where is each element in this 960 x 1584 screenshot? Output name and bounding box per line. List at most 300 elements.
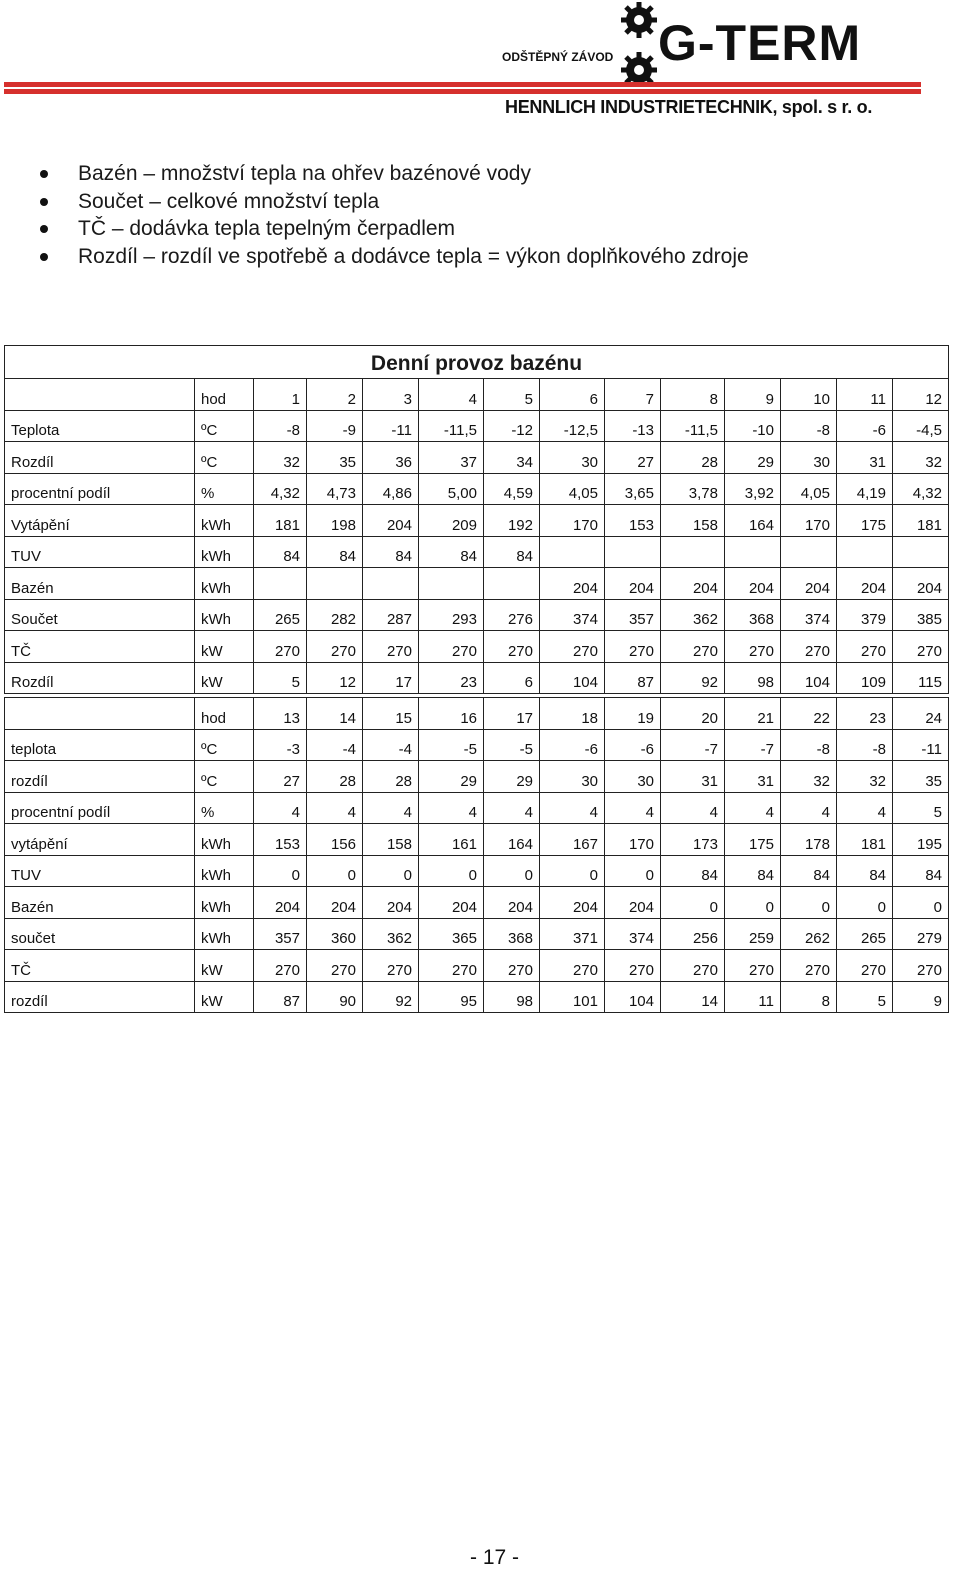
- row-label: procentní podíl: [5, 473, 195, 505]
- unit-cell: kW: [195, 631, 254, 663]
- value-cell: 209: [419, 505, 484, 537]
- table-body: [5, 346, 949, 694]
- value-cell: 3,78: [661, 473, 725, 505]
- value-cell: 4,32: [254, 473, 307, 505]
- value-cell: 204: [540, 887, 605, 919]
- value-cell: [419, 568, 484, 600]
- table-row: [5, 631, 949, 663]
- row-label: procentní podíl: [5, 792, 195, 824]
- value-cell: 4: [605, 792, 661, 824]
- unit-cell: hod: [195, 698, 254, 730]
- value-cell: 11: [725, 981, 781, 1013]
- value-cell: 16: [419, 698, 484, 730]
- value-cell: 204: [605, 568, 661, 600]
- value-cell: -4: [363, 729, 419, 761]
- value-cell: 204: [893, 568, 949, 600]
- value-cell: 19: [605, 698, 661, 730]
- value-cell: 15: [363, 698, 419, 730]
- value-cell: 95: [419, 981, 484, 1013]
- value-cell: 104: [781, 662, 837, 694]
- value-cell: 5: [837, 981, 893, 1013]
- value-cell: 4: [307, 792, 363, 824]
- table-row: [5, 792, 949, 824]
- table-row: [5, 918, 949, 950]
- bullet-icon: [40, 253, 48, 261]
- value-cell: 4,05: [781, 473, 837, 505]
- value-cell: 28: [307, 761, 363, 793]
- value-cell: 3,92: [725, 473, 781, 505]
- value-cell: 87: [254, 981, 307, 1013]
- value-cell: [363, 568, 419, 600]
- unit-cell: kW: [195, 950, 254, 982]
- value-cell: 357: [254, 918, 307, 950]
- value-cell: -6: [540, 729, 605, 761]
- row-label: [5, 698, 195, 730]
- value-cell: 365: [419, 918, 484, 950]
- value-cell: [837, 536, 893, 568]
- value-cell: 5: [893, 792, 949, 824]
- value-cell: 0: [893, 887, 949, 919]
- value-cell: 1: [254, 379, 307, 411]
- unit-cell: kWh: [195, 824, 254, 856]
- value-cell: -6: [837, 410, 893, 442]
- unit-cell: kW: [195, 662, 254, 694]
- value-cell: 29: [725, 442, 781, 474]
- value-cell: 84: [837, 855, 893, 887]
- value-cell: 28: [661, 442, 725, 474]
- value-cell: 270: [893, 631, 949, 663]
- value-cell: 6: [484, 662, 540, 694]
- value-cell: 0: [781, 887, 837, 919]
- value-cell: 27: [605, 442, 661, 474]
- value-cell: 90: [307, 981, 363, 1013]
- value-cell: -11: [893, 729, 949, 761]
- table-row: [5, 536, 949, 568]
- value-cell: 204: [540, 568, 605, 600]
- row-label: Bazén: [5, 887, 195, 919]
- value-cell: 14: [661, 981, 725, 1013]
- logo-subtitle: ODŠTĚPNÝ ZÁVOD: [502, 50, 614, 64]
- value-cell: -5: [484, 729, 540, 761]
- value-cell: 32: [781, 761, 837, 793]
- value-cell: -6: [605, 729, 661, 761]
- value-cell: -13: [605, 410, 661, 442]
- table-row: [5, 505, 949, 537]
- value-cell: 30: [605, 761, 661, 793]
- value-cell: -8: [781, 729, 837, 761]
- logo-name: G-TERM: [658, 15, 862, 71]
- table-body: [5, 698, 949, 1013]
- row-label: TČ: [5, 950, 195, 982]
- value-cell: 4: [484, 792, 540, 824]
- value-cell: 84: [307, 536, 363, 568]
- value-cell: 270: [254, 950, 307, 982]
- value-cell: 270: [661, 950, 725, 982]
- value-cell: 181: [893, 505, 949, 537]
- value-cell: 5: [254, 662, 307, 694]
- value-cell: 98: [484, 981, 540, 1013]
- bullet-icon: [40, 170, 48, 178]
- value-cell: 158: [661, 505, 725, 537]
- value-cell: 276: [484, 599, 540, 631]
- daily-operation-table-hours-13-24: [4, 697, 949, 1013]
- table-row: [5, 599, 949, 631]
- value-cell: 293: [419, 599, 484, 631]
- unit-cell: ºC: [195, 729, 254, 761]
- value-cell: -4,5: [893, 410, 949, 442]
- value-cell: 357: [605, 599, 661, 631]
- value-cell: 270: [605, 950, 661, 982]
- value-cell: 4: [781, 792, 837, 824]
- value-cell: 17: [363, 662, 419, 694]
- value-cell: 31: [837, 442, 893, 474]
- table-row: [5, 442, 949, 474]
- value-cell: 23: [419, 662, 484, 694]
- value-cell: 204: [254, 887, 307, 919]
- value-cell: 256: [661, 918, 725, 950]
- value-cell: 374: [781, 599, 837, 631]
- value-cell: 270: [725, 631, 781, 663]
- value-cell: 7: [605, 379, 661, 411]
- value-cell: -7: [661, 729, 725, 761]
- value-cell: 2: [307, 379, 363, 411]
- row-label: Bazén: [5, 568, 195, 600]
- value-cell: -10: [725, 410, 781, 442]
- value-cell: 30: [540, 761, 605, 793]
- value-cell: 265: [837, 918, 893, 950]
- value-cell: 173: [661, 824, 725, 856]
- value-cell: -3: [254, 729, 307, 761]
- value-cell: 30: [540, 442, 605, 474]
- value-cell: 156: [307, 824, 363, 856]
- table-row: [5, 729, 949, 761]
- value-cell: 282: [307, 599, 363, 631]
- value-cell: 24: [893, 698, 949, 730]
- value-cell: 9: [893, 981, 949, 1013]
- value-cell: 164: [484, 824, 540, 856]
- value-cell: 4: [725, 792, 781, 824]
- unit-cell: ºC: [195, 410, 254, 442]
- value-cell: 204: [307, 887, 363, 919]
- value-cell: 3,65: [605, 473, 661, 505]
- value-cell: 23: [837, 698, 893, 730]
- header-divider: [4, 82, 921, 94]
- value-cell: 270: [781, 631, 837, 663]
- unit-cell: kWh: [195, 599, 254, 631]
- bullet-icon: [40, 198, 48, 206]
- value-cell: 0: [605, 855, 661, 887]
- value-cell: 104: [540, 662, 605, 694]
- value-cell: 368: [725, 599, 781, 631]
- unit-cell: hod: [195, 379, 254, 411]
- value-cell: [781, 536, 837, 568]
- company-name: HENNLICH INDUSTRIETECHNIK, spol. s r. o.: [505, 97, 873, 117]
- value-cell: 170: [605, 824, 661, 856]
- value-cell: 8: [781, 981, 837, 1013]
- value-cell: 12: [307, 662, 363, 694]
- value-cell: 98: [725, 662, 781, 694]
- value-cell: 270: [307, 950, 363, 982]
- value-cell: 270: [363, 631, 419, 663]
- table-row: [5, 568, 949, 600]
- table-row: [5, 761, 949, 793]
- value-cell: 87: [605, 662, 661, 694]
- value-cell: 4,73: [307, 473, 363, 505]
- list-item: [40, 160, 749, 188]
- list-item-text: Bazén – množství tepla na ohřev bazénové vody: [78, 162, 531, 185]
- value-cell: 4,32: [893, 473, 949, 505]
- row-label: TUV: [5, 536, 195, 568]
- value-cell: -8: [781, 410, 837, 442]
- list-item-text: Rozdíl – rozdíl ve spotřebě a dodávce tepla = výkon doplňkového zdroje: [78, 244, 749, 268]
- value-cell: 0: [661, 887, 725, 919]
- bullet-icon: [40, 225, 48, 233]
- value-cell: 167: [540, 824, 605, 856]
- table-row: [5, 887, 949, 919]
- value-cell: 22: [781, 698, 837, 730]
- value-cell: [254, 568, 307, 600]
- value-cell: 4: [540, 792, 605, 824]
- value-cell: 204: [661, 568, 725, 600]
- value-cell: 8: [661, 379, 725, 411]
- value-cell: 5: [484, 379, 540, 411]
- value-cell: 84: [484, 536, 540, 568]
- value-cell: -12,5: [540, 410, 605, 442]
- value-cell: 4,19: [837, 473, 893, 505]
- value-cell: 84: [363, 536, 419, 568]
- value-cell: 0: [837, 887, 893, 919]
- value-cell: 20: [661, 698, 725, 730]
- value-cell: 385: [893, 599, 949, 631]
- value-cell: 0: [307, 855, 363, 887]
- value-cell: 270: [540, 950, 605, 982]
- value-cell: 259: [725, 918, 781, 950]
- row-label: TUV: [5, 855, 195, 887]
- value-cell: 27: [254, 761, 307, 793]
- row-label: Vytápění: [5, 505, 195, 537]
- row-label: rozdíl: [5, 761, 195, 793]
- value-cell: 270: [254, 631, 307, 663]
- value-cell: -11,5: [661, 410, 725, 442]
- value-cell: 0: [725, 887, 781, 919]
- value-cell: [605, 536, 661, 568]
- table-row: [5, 950, 949, 982]
- value-cell: 262: [781, 918, 837, 950]
- value-cell: -8: [837, 729, 893, 761]
- value-cell: 35: [307, 442, 363, 474]
- page-number: - 17 -: [470, 1546, 520, 1569]
- value-cell: 270: [781, 950, 837, 982]
- row-label: Teplota: [5, 410, 195, 442]
- value-cell: 35: [893, 761, 949, 793]
- value-cell: 10: [781, 379, 837, 411]
- value-cell: 192: [484, 505, 540, 537]
- value-cell: 279: [893, 918, 949, 950]
- value-cell: 368: [484, 918, 540, 950]
- value-cell: 29: [419, 761, 484, 793]
- table-row: [5, 981, 949, 1013]
- value-cell: 32: [254, 442, 307, 474]
- value-cell: 204: [605, 887, 661, 919]
- value-cell: 4: [419, 792, 484, 824]
- table-row: [5, 473, 949, 505]
- value-cell: 6: [540, 379, 605, 411]
- value-cell: 270: [363, 950, 419, 982]
- value-cell: 371: [540, 918, 605, 950]
- value-cell: 84: [254, 536, 307, 568]
- value-cell: 4: [419, 379, 484, 411]
- value-cell: 362: [661, 599, 725, 631]
- value-cell: 0: [540, 855, 605, 887]
- row-label: Rozdíl: [5, 442, 195, 474]
- value-cell: 14: [307, 698, 363, 730]
- value-cell: 270: [725, 950, 781, 982]
- row-label: [5, 379, 195, 411]
- value-cell: 12: [893, 379, 949, 411]
- value-cell: 178: [781, 824, 837, 856]
- value-cell: 31: [661, 761, 725, 793]
- unit-cell: ºC: [195, 442, 254, 474]
- value-cell: 270: [484, 950, 540, 982]
- value-cell: 198: [307, 505, 363, 537]
- unit-cell: kWh: [195, 568, 254, 600]
- value-cell: -8: [254, 410, 307, 442]
- list-item: [40, 215, 749, 243]
- value-cell: 170: [781, 505, 837, 537]
- unit-cell: kWh: [195, 536, 254, 568]
- table-row: [5, 662, 949, 694]
- row-label: vytápění: [5, 824, 195, 856]
- table-row: [5, 855, 949, 887]
- unit-cell: %: [195, 792, 254, 824]
- list-item-text: Součet – celkové množství tepla: [78, 189, 380, 213]
- hour-header-row: [5, 698, 949, 730]
- value-cell: [484, 568, 540, 600]
- value-cell: 270: [307, 631, 363, 663]
- value-cell: 204: [781, 568, 837, 600]
- value-cell: 115: [893, 662, 949, 694]
- value-cell: 11: [837, 379, 893, 411]
- value-cell: 287: [363, 599, 419, 631]
- value-cell: 362: [363, 918, 419, 950]
- value-cell: -11,5: [419, 410, 484, 442]
- value-cell: 34: [484, 442, 540, 474]
- unit-cell: kWh: [195, 855, 254, 887]
- gear-icon: [614, 0, 664, 92]
- value-cell: 37: [419, 442, 484, 474]
- value-cell: 4,05: [540, 473, 605, 505]
- value-cell: 170: [540, 505, 605, 537]
- value-cell: 92: [363, 981, 419, 1013]
- row-label: rozdíl: [5, 981, 195, 1013]
- value-cell: 4: [661, 792, 725, 824]
- value-cell: 175: [725, 824, 781, 856]
- value-cell: 84: [661, 855, 725, 887]
- table-title: Denní provoz bazénu: [5, 346, 949, 379]
- value-cell: 360: [307, 918, 363, 950]
- value-cell: 204: [419, 887, 484, 919]
- row-label: Součet: [5, 599, 195, 631]
- daily-operation-table-hours-1-12: [4, 345, 949, 694]
- value-cell: 153: [254, 824, 307, 856]
- value-cell: 31: [725, 761, 781, 793]
- value-cell: 0: [363, 855, 419, 887]
- value-cell: 104: [605, 981, 661, 1013]
- value-cell: 4: [254, 792, 307, 824]
- value-cell: 164: [725, 505, 781, 537]
- value-cell: -9: [307, 410, 363, 442]
- value-cell: 270: [419, 631, 484, 663]
- row-label: teplota: [5, 729, 195, 761]
- value-cell: [661, 536, 725, 568]
- value-cell: 9: [725, 379, 781, 411]
- value-cell: 18: [540, 698, 605, 730]
- value-cell: 4,59: [484, 473, 540, 505]
- value-cell: 379: [837, 599, 893, 631]
- row-label: TČ: [5, 631, 195, 663]
- value-cell: 153: [605, 505, 661, 537]
- value-cell: 0: [484, 855, 540, 887]
- list-item: [40, 188, 749, 216]
- value-cell: 270: [661, 631, 725, 663]
- value-cell: 29: [484, 761, 540, 793]
- value-cell: 161: [419, 824, 484, 856]
- table-title-row: [5, 346, 949, 379]
- company-logo: [500, 0, 900, 82]
- value-cell: 270: [540, 631, 605, 663]
- value-cell: 158: [363, 824, 419, 856]
- unit-cell: kW: [195, 981, 254, 1013]
- value-cell: 195: [893, 824, 949, 856]
- value-cell: 270: [893, 950, 949, 982]
- value-cell: 109: [837, 662, 893, 694]
- legend-list: [40, 160, 749, 270]
- value-cell: [893, 536, 949, 568]
- value-cell: 84: [781, 855, 837, 887]
- value-cell: 13: [254, 698, 307, 730]
- value-cell: 84: [419, 536, 484, 568]
- value-cell: 101: [540, 981, 605, 1013]
- value-cell: 270: [484, 631, 540, 663]
- value-cell: 175: [837, 505, 893, 537]
- unit-cell: %: [195, 473, 254, 505]
- value-cell: 0: [419, 855, 484, 887]
- value-cell: 30: [781, 442, 837, 474]
- value-cell: -5: [419, 729, 484, 761]
- value-cell: 265: [254, 599, 307, 631]
- value-cell: 3: [363, 379, 419, 411]
- unit-cell: kWh: [195, 918, 254, 950]
- value-cell: 32: [837, 761, 893, 793]
- unit-cell: kWh: [195, 505, 254, 537]
- value-cell: 17: [484, 698, 540, 730]
- value-cell: 204: [363, 887, 419, 919]
- value-cell: 181: [837, 824, 893, 856]
- value-cell: -7: [725, 729, 781, 761]
- value-cell: 21: [725, 698, 781, 730]
- value-cell: 84: [725, 855, 781, 887]
- unit-cell: ºC: [195, 761, 254, 793]
- value-cell: 270: [837, 631, 893, 663]
- value-cell: 374: [605, 918, 661, 950]
- value-cell: 36: [363, 442, 419, 474]
- value-cell: 204: [363, 505, 419, 537]
- row-label: součet: [5, 918, 195, 950]
- value-cell: 270: [605, 631, 661, 663]
- table-row: [5, 824, 949, 856]
- value-cell: 204: [484, 887, 540, 919]
- hour-header-row: [5, 379, 949, 411]
